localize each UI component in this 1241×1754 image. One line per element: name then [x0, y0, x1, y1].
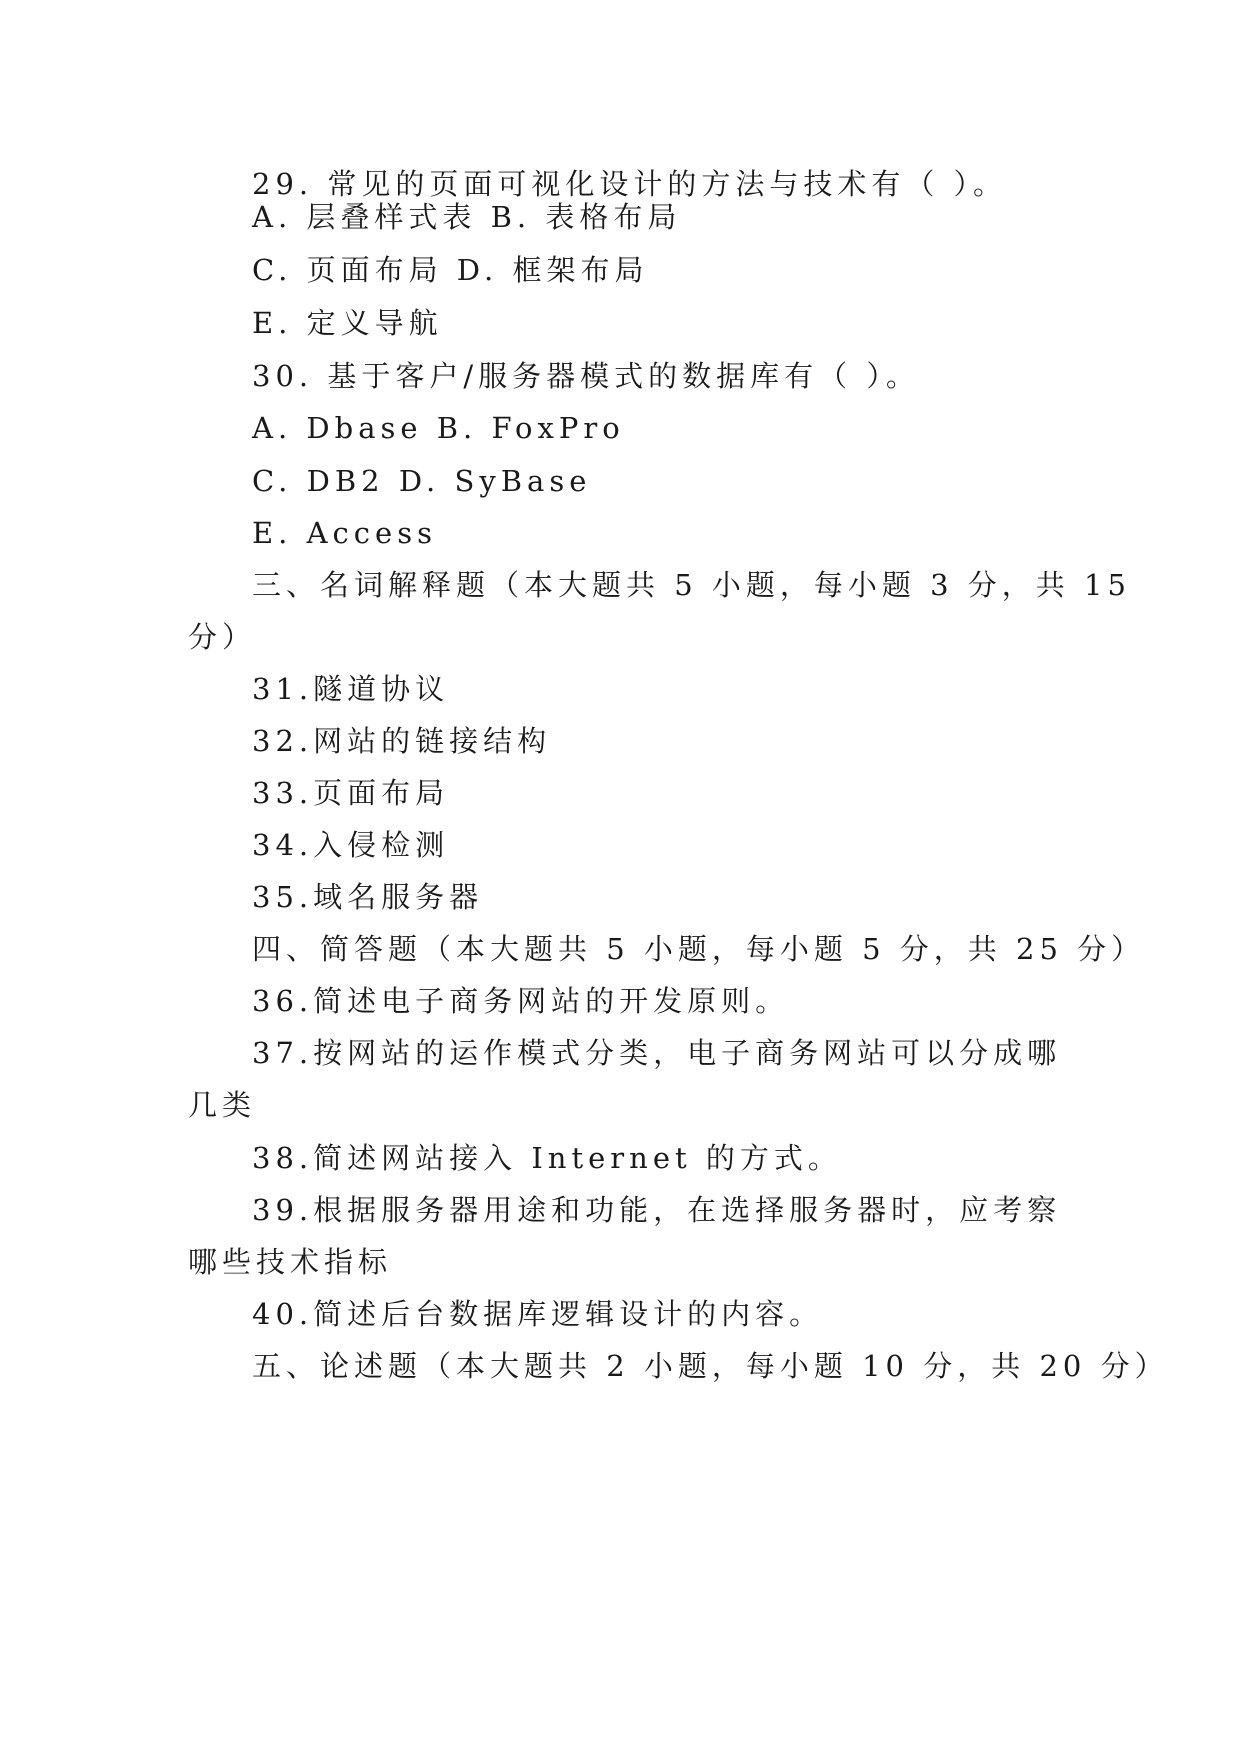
question-30-options-ab: A. Dbase B. FoxPro — [252, 411, 625, 445]
question-30-options-cd: C. DB2 D. SyBase — [252, 464, 592, 498]
question-30-option-e: E. Access — [252, 516, 437, 550]
question-36: 36.简述电子商务网站的开发原则。 — [252, 984, 790, 1018]
section-four-heading: 四、简答题（本大题共 5 小题，每小题 5 分，共 25 分） — [252, 932, 1146, 966]
question-39-cont: 哪些技术指标 — [188, 1245, 393, 1279]
question-35: 35.域名服务器 — [252, 880, 484, 914]
question-34: 34.入侵检测 — [252, 828, 450, 862]
question-29-option-e: E. 定义导航 — [252, 306, 443, 340]
question-39: 39.根据服务器用途和功能，在选择服务器时，应考察 — [252, 1193, 1062, 1227]
question-38: 38.简述网站接入 Internet 的方式。 — [252, 1141, 842, 1175]
question-30: 30. 基于客户/服务器模式的数据库有（ ）。 — [252, 359, 920, 393]
question-37: 37.按网站的运作模式分类，电子商务网站可以分成哪 — [252, 1036, 1062, 1070]
question-40: 40.简述后台数据库逻辑设计的内容。 — [252, 1297, 824, 1331]
section-three-heading: 三、名词解释题（本大题共 5 小题，每小题 3 分，共 15 — [252, 568, 1131, 602]
section-five-heading: 五、论述题（本大题共 2 小题，每小题 10 分，共 20 分） — [252, 1349, 1169, 1383]
question-29-options-cd: C. 页面布局 D. 框架布局 — [252, 253, 649, 287]
question-37-cont: 几类 — [188, 1088, 257, 1122]
question-32: 32.网站的链接结构 — [252, 724, 552, 758]
question-33: 33.页面布局 — [252, 776, 450, 810]
question-29-options-ab: A. 层叠样式表 B. 表格布局 — [252, 200, 682, 234]
question-31: 31.隧道协议 — [252, 672, 450, 706]
section-three-heading-cont: 分） — [188, 620, 257, 654]
question-29: 29. 常见的页面可视化设计的方法与技术有（ ）。 — [252, 167, 1008, 201]
